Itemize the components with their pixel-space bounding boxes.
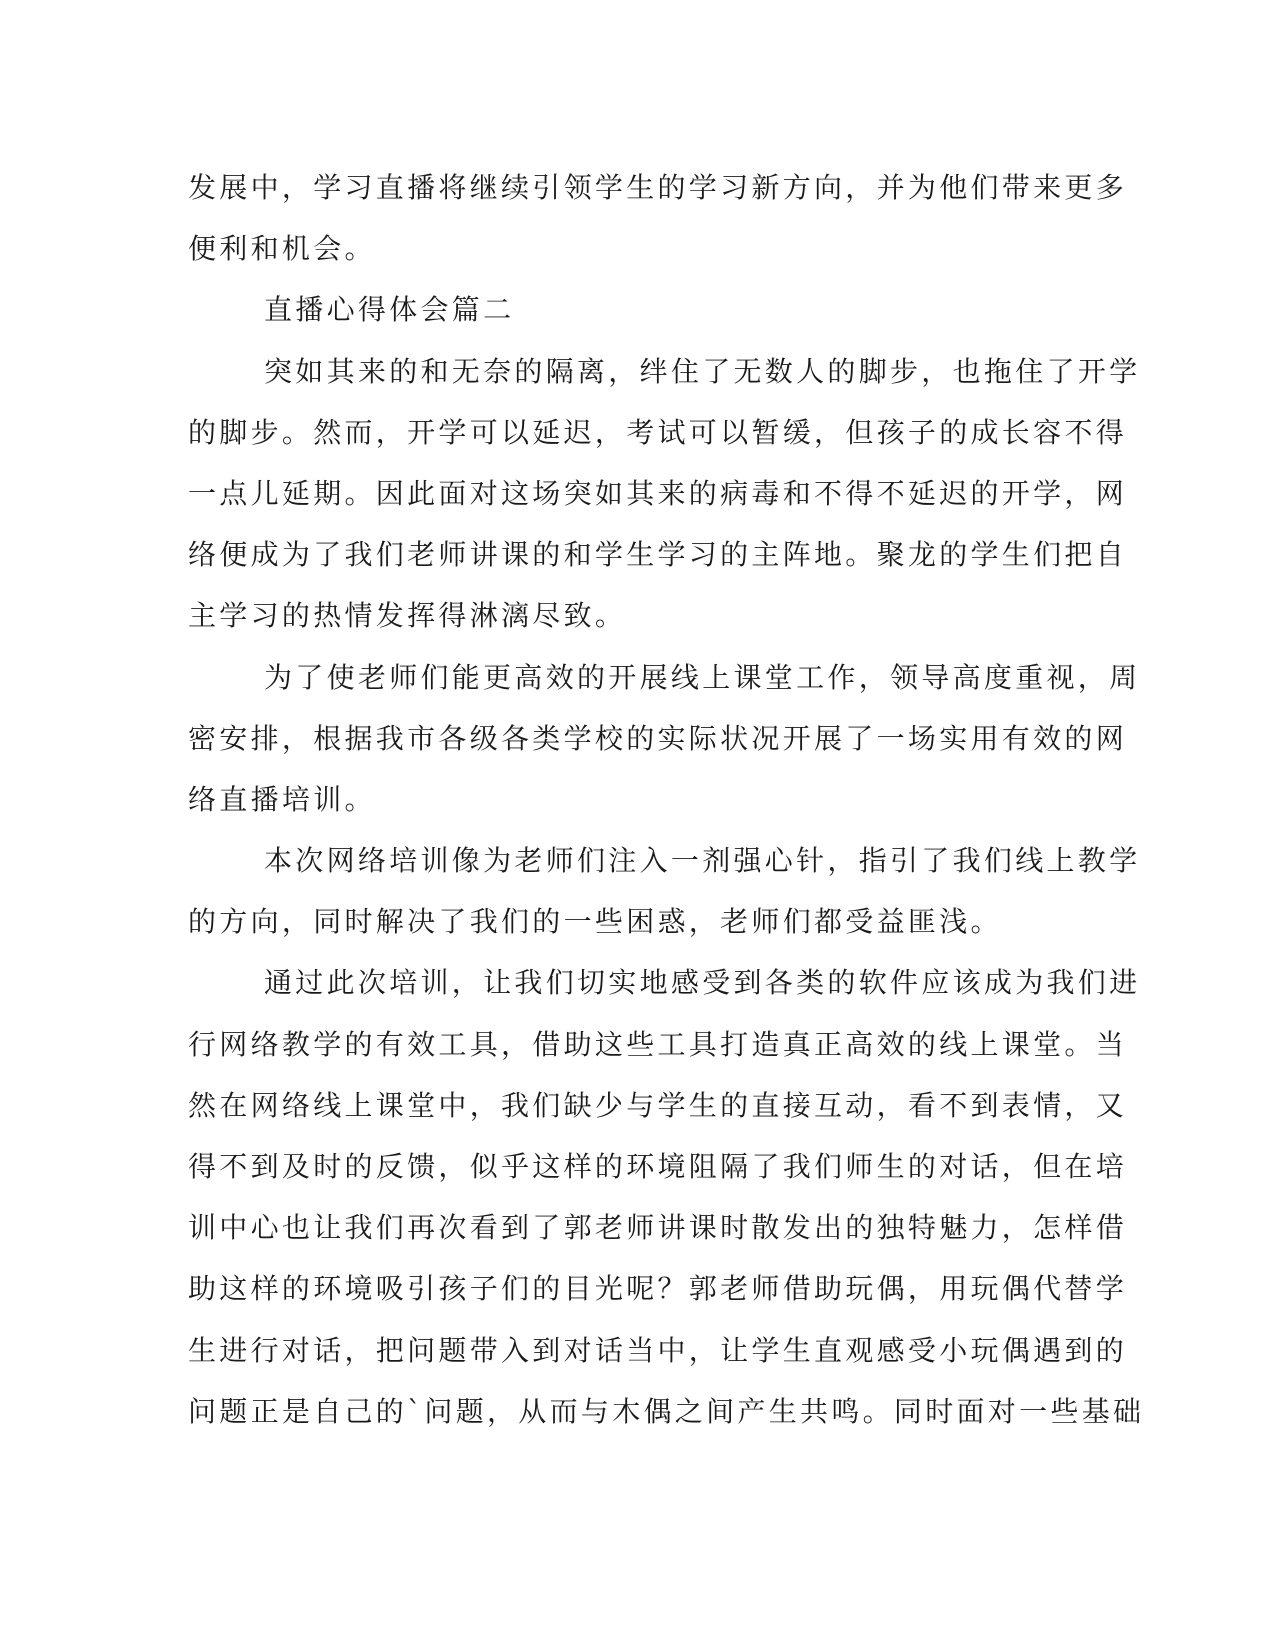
text-line: 络便成为了我们老师讲课的和学生学习的主阵地。聚龙的学生们把自 (188, 538, 1128, 572)
text-line: 通过此次培训，让我们切实地感受到各类的软件应该成为我们进 (264, 966, 1141, 1000)
text-line: 一点儿延期。因此面对这场突如其来的病毒和不得不延迟的开学，网 (188, 476, 1128, 510)
text-line: 为了使老师们能更高效的开展线上课堂工作，领导高度重视，周 (264, 660, 1141, 694)
text-line: 主学习的热情发挥得淋漓尽致。 (188, 599, 627, 633)
text-line: 突如其来的和无奈的隔离，绊住了无数人的脚步，也拖住了开学 (264, 354, 1141, 388)
text-line: 便利和机会。 (188, 232, 376, 266)
document-body (188, 157, 1145, 1442)
text-line: 训中心也让我们再次看到了郭老师讲课时散发出的独特魅力，怎样借 (188, 1211, 1128, 1245)
text-line: 本次网络培训像为老师们注入一剂强心针，指引了我们线上教学 (264, 844, 1141, 878)
text-line: 的脚步。然而，开学可以延迟，考试可以暂缓，但孩子的成长容不得 (188, 415, 1128, 449)
text-line: 发展中，学习直播将继续引领学生的学习新方向，并为他们带来更多 (188, 171, 1128, 204)
section-heading: 直播心得体会篇二 (264, 293, 515, 327)
text-line: 络直播培训。 (188, 782, 376, 816)
text-line: 然在网络线上课堂中，我们缺少与学生的直接互动，看不到表情，又 (188, 1088, 1128, 1122)
text-line: 助这样的环境吸引孩子们的目光呢？郭老师借助玩偶，用玩偶代替学 (188, 1272, 1128, 1306)
text-line: 密安排，根据我市各级各类学校的实际状况开展了一场实用有效的网 (188, 721, 1128, 755)
text-line: 生进行对话，把问题带入到对话当中，让学生直观感受小玩偶遇到的 (188, 1333, 1128, 1367)
text-line: 的方向，同时解决了我们的一些困惑，老师们都受益匪浅。 (188, 905, 1002, 939)
text-line: 问题正是自己的`问题，从而与木偶之间产生共鸣。同时面对一些基础 (188, 1394, 1145, 1428)
text-line: 行网络教学的有效工具，借助这些工具打造真正高效的线上课堂。当 (188, 1027, 1128, 1061)
text-line: 得不到及时的反馈，似乎这样的环境阻隔了我们师生的对话，但在培 (188, 1150, 1128, 1183)
